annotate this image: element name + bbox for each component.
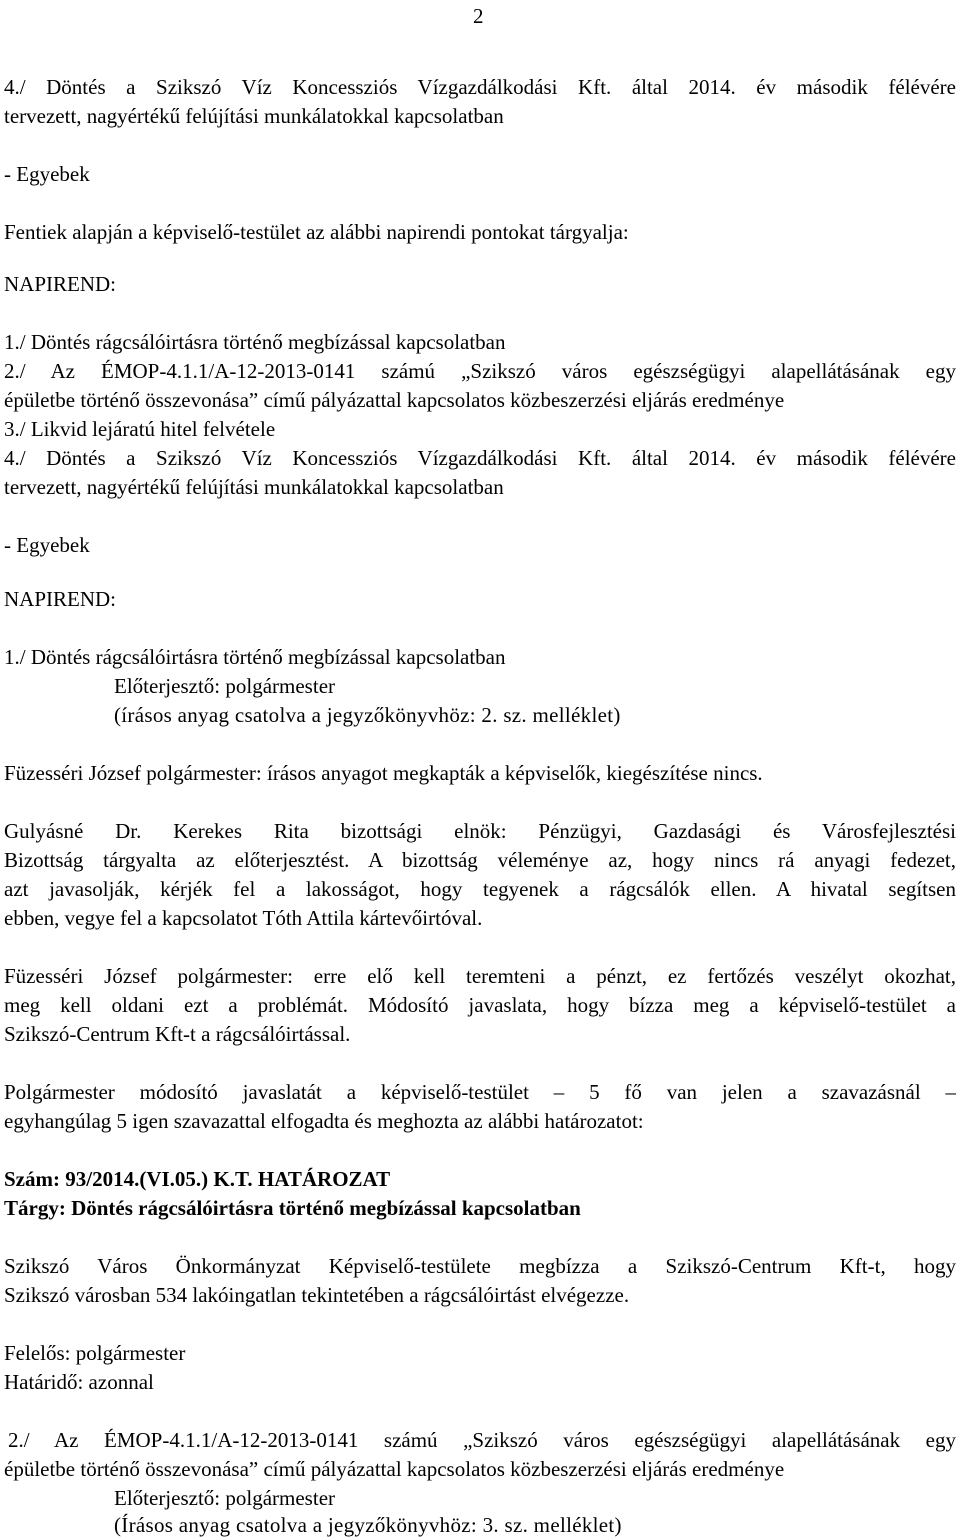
page-number: 2 (473, 4, 484, 28)
list1-item2-line2: épületbe történő összevonása” című pályázattal kapcsolatos közbeszerzési eljárás eredménye (4, 388, 785, 412)
list1-item1: 1./ Döntés rágcsálóirtásra történő megbízással kapcsolatban (4, 330, 506, 354)
para-committee-line4: ebben, vegye fel a kapcsolatot Tóth Attila kártevőirtóval. (4, 906, 483, 930)
resolution-body-line1: Szikszó Város Önkormányzat Képviselő-testülete megbízza a Szikszó-Centrum Kft-t, hogy (4, 1254, 956, 1278)
para-mayor1: Füzesséri József polgármester: írásos anyagot megkapták a képviselők, kiegészítése nincs. (4, 761, 763, 785)
intro-statement: Fentiek alapján a képviselő-testület az alábbi napirendi pontokat tárgyalja: (4, 220, 629, 244)
section1-attachment: (írásos anyag csatolva a jegyzőkönyvhöz: 2. sz. melléklet) (114, 703, 621, 727)
list1-misc: - Egyebek (4, 533, 90, 557)
section1-presenter: Előterjesztő: polgármester (114, 674, 336, 698)
resolution-responsible: Felelős: polgármester (4, 1341, 186, 1365)
resolution-number: Szám: 93/2014.(VI.05.) K.T. HATÁROZAT (4, 1167, 391, 1191)
para-vote-line2: egyhangúlag 5 igen szavazattal elfogadta és meghozta az alábbi határozatot: (4, 1109, 644, 1133)
para-mayor2-line1: Füzesséri József polgármester: erre elő kell teremteni a pénzt, ez fertőzés veszélyt okozhat, (4, 964, 956, 988)
section2-attachment: (Írásos anyag csatolva a jegyzőkönyvhöz: 3. sz. melléklet) (114, 1513, 622, 1537)
section2-title-line1: 2./ Az ÉMOP-4.1.1/A-12-2013-0141 számú „Szikszó város egészségügyi alapellátásának egy (8, 1428, 956, 1452)
para-committee-line2: Bizottság tárgyalta az előterjesztést. A bizottság véleménye az, hogy nincs rá anyagi fedezet, (4, 848, 956, 872)
intro-item4-line1: 4./ Döntés a Szikszó Víz Koncessziós Vízgazdálkodási Kft. által 2014. év második félévére (4, 75, 956, 99)
section1-attachment-row (4, 701, 956, 730)
para-vote-line1: Polgármester módosító javaslatát a képviselő-testület – 5 fő van jelen a szavazásnál – (4, 1080, 956, 1104)
agenda2-label: NAPIREND: (4, 587, 117, 611)
section2-attachment-row (4, 1511, 956, 1540)
para-mayor2-line2: meg kell oldani ezt a problémát. Módosító javaslata, hogy bízza meg a képviselő-testület a (4, 993, 956, 1017)
intro-misc: - Egyebek (4, 162, 90, 186)
list1-item4-line1: 4./ Döntés a Szikszó Víz Koncessziós Vízgazdálkodási Kft. által 2014. év második félévére (4, 446, 956, 470)
list1-item2-line1: 2./ Az ÉMOP-4.1.1/A-12-2013-0141 számú „Szikszó város egészségügyi alapellátásának egy (4, 359, 956, 383)
list1-item4-line2: tervezett, nagyértékű felújítási munkálatokkal kapcsolatban (4, 475, 504, 499)
section1-title: 1./ Döntés rágcsálóirtásra történő megbízással kapcsolatban (4, 645, 506, 669)
intro-item4-line2: tervezett, nagyértékű felújítási munkálatokkal kapcsolatban (4, 104, 504, 128)
para-mayor2-line3: Szikszó-Centrum Kft-t a rágcsálóirtással. (4, 1022, 351, 1046)
section2-presenter-row (4, 1484, 956, 1513)
para-committee-line1: Gulyásné Dr. Kerekes Rita bizottsági elnök: Pénzügyi, Gazdasági és Városfejlesztési (4, 819, 956, 843)
section2-presenter: Előterjesztő: polgármester (114, 1486, 336, 1510)
resolution-subject: Tárgy: Döntés rágcsálóirtásra történő megbízással kapcsolatban (4, 1196, 581, 1220)
para-committee-line3: azt javasolják, kérjék fel a lakosságot, hogy tegyenek a rágcsálók ellen. A hivatal segítsen (4, 877, 956, 901)
resolution-deadline: Határidő: azonnal (4, 1370, 154, 1394)
section1-presenter-row (4, 672, 956, 701)
section2-title-line2: épületbe történő összevonása” című pályázattal kapcsolatos közbeszerzési eljárás eredménye (4, 1457, 785, 1481)
intro-agenda-label: NAPIREND: (4, 272, 117, 296)
resolution-body-line2: Szikszó városban 534 lakóingatlan tekintetében a rágcsálóirtást elvégezze. (4, 1283, 630, 1307)
list1-item3: 3./ Likvid lejáratú hitel felvétele (4, 417, 276, 441)
